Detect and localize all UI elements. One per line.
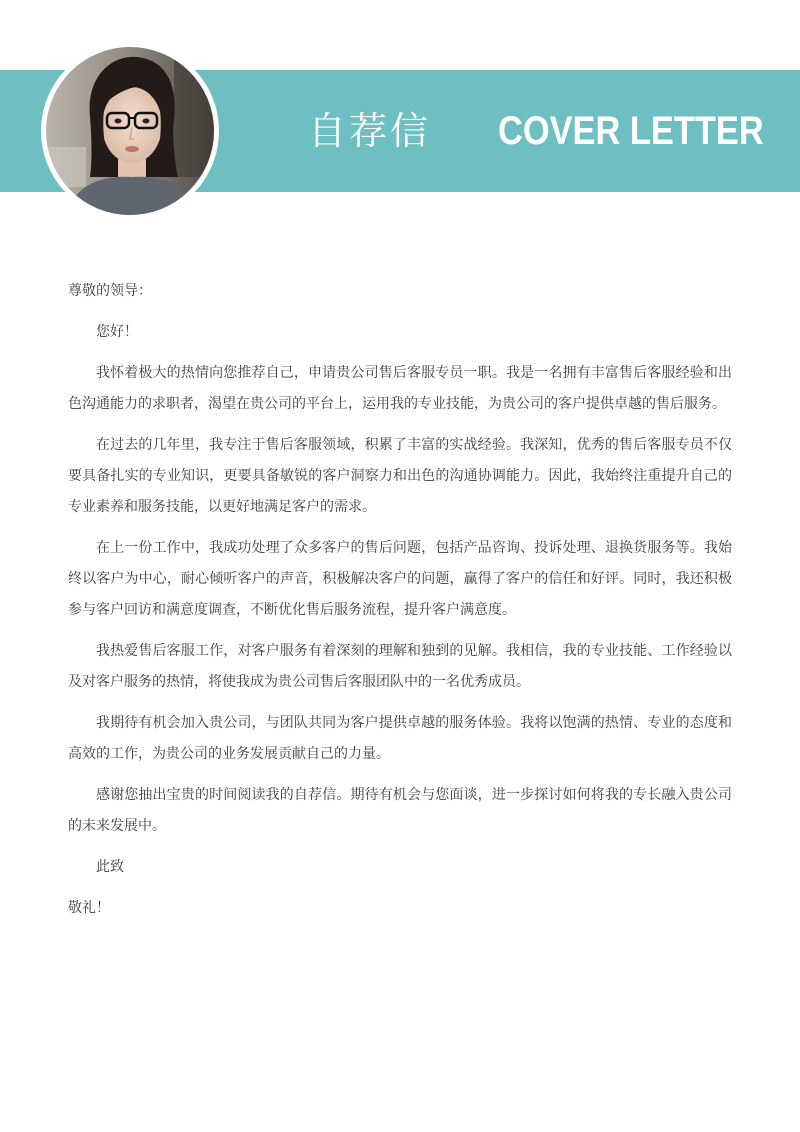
paragraph-4: 我热爱售后客服工作，对客户服务有着深刻的理解和独到的见解。我相信，我的专业技能、工作经验以及对客户服务的热情，将使我成为贵公司售后客服团队中的一名优秀成员。 — [68, 643, 732, 690]
title-english: COVER LETTER — [498, 109, 764, 153]
portrait-photo-icon — [46, 47, 214, 215]
title-chinese: 自荐信 — [308, 109, 432, 153]
salutation: 尊敬的领导： — [68, 283, 152, 299]
paragraph-3: 在上一份工作中，我成功处理了众多客户的售后问题，包括产品咨询、投诉处理、退换货服务等。我始终以客户为中心，耐心倾听客户的声音，积极解决客户的问题，赢得了客户的信任和好评。同时，我还积极参与客户回访和满意度调查，不断优化售后服务流程，提升客户满意度。 — [68, 540, 732, 618]
paragraph-1: 我怀着极大的热情向您推荐自己，申请贵公司售后客服专员一职。我是一名拥有丰富售后客服经验和出色沟通能力的求职者，渴望在贵公司的平台上，运用我的专业技能，为贵公司的客户提供卓越的售后服务。 — [68, 365, 732, 412]
letter-body — [68, 276, 732, 934]
avatar — [41, 42, 219, 220]
paragraph-2: 在过去的几年里，我专注于售后客服领域，积累了丰富的实战经验。我深知，优秀的售后客服专员不仅要具备扎实的专业知识，更要具备敏锐的客户洞察力和出色的沟通协调能力。因此，我始终注重提升自己的专业素养和服务技能，以更好地满足客户的需求。 — [68, 437, 732, 515]
closing: 此致 — [96, 859, 124, 875]
sign-off: 敬礼！ — [68, 900, 110, 916]
greeting: 您好！ — [96, 324, 138, 340]
paragraph-6: 感谢您抽出宝贵的时间阅读我的自荐信。期待有机会与您面谈，进一步探讨如何将我的专长融入贵公司的未来发展中。 — [68, 787, 732, 834]
paragraph-5: 我期待有机会加入贵公司，与团队共同为客户提供卓越的服务体验。我将以饱满的热情、专业的态度和高效的工作，为贵公司的业务发展贡献自己的力量。 — [68, 715, 732, 762]
